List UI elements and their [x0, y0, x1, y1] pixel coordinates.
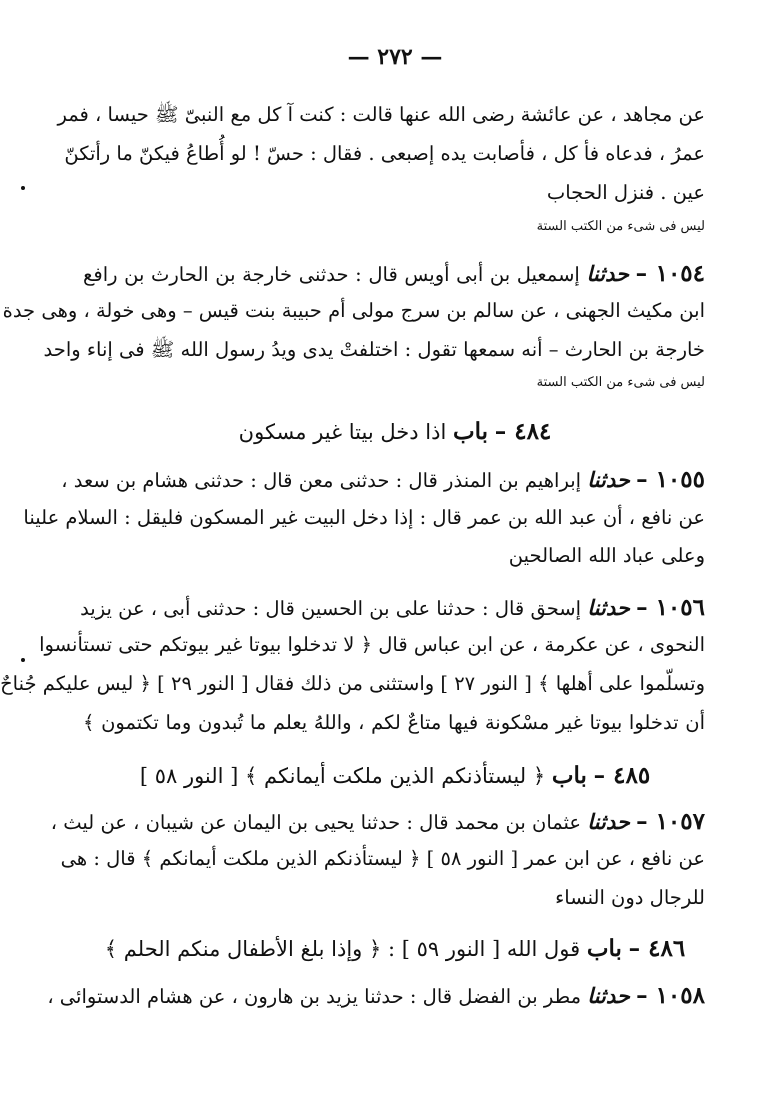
- hadith-1054-line-3: خارجة بن الحارث – أنه سمعها تقول : اختلفتْ يدى ويدُ رسول الله ﷺ فى إناء واحد: [43, 338, 705, 361]
- hadith-1056-line-4: أن تدخلوا بيوتا غير مسْكونة فيها متاعٌ لكم ، واللهُ يعلم ما تُبدون وما تكتمون ﴾: [83, 711, 705, 734]
- hadith-number: ١٠٥٨ –: [636, 982, 705, 1009]
- hadith-1056-line-2: النحوى ، عن عكرمة ، عن ابن عباس قال ﴿ لا تدخلوا بيوتا غير بيوتكم حتى تستأنسوا: [39, 633, 705, 656]
- hadith-number: ١٠٥٧ –: [636, 808, 705, 835]
- page-number: — ٢٧٢ —: [347, 44, 443, 70]
- chapter-label: باب: [586, 935, 622, 962]
- haddathana-label: حدثنا: [587, 809, 630, 834]
- hadith-text: عثمان بن محمد قال : حدثنا يحيى بن اليمان عن شيبان ، عن ليث ،: [50, 811, 582, 834]
- hadith-1057-line-3: للرجال دون النساء: [555, 886, 705, 909]
- margin-mark: [21, 658, 25, 662]
- chapter-number: ٤٨٤ –: [494, 418, 552, 445]
- chapter-title: قول الله [ النور ٥٩ ] : ﴿ وإذا بلغ الأطفال منكم الحلم ﴾: [104, 937, 581, 961]
- chapter-title: اذا دخل بيتا غير مسكون: [238, 420, 447, 444]
- chapter-label: باب: [551, 762, 587, 789]
- chapter-heading-484: [15, 418, 775, 445]
- haddathana-label: حدثنا: [586, 261, 630, 286]
- hadith-number: ١٠٥٥ –: [636, 466, 705, 493]
- hadith-1054-line-2: ابن مكيث الجهنى ، عن سالم بن سرج مولى أم حبيبة بنت قيس – وهى خولة ، وهى جدة: [2, 299, 705, 322]
- haddathana-label: حدثنا: [587, 983, 630, 1008]
- haddathana-label: حدثنا: [587, 595, 630, 620]
- margin-mark: [21, 186, 25, 190]
- chapter-title: ﴿ ليستأذنكم الذين ملكت أيمانكم ﴾ [ النور ٥٨ ]: [139, 764, 546, 788]
- hadith-1056-line-3: وتسلّموا على أهلها ﴾ [ النور ٢٧ ] واستثنى من ذلك فقال [ النور ٢٩ ] ﴿ ليس عليكم جُناحٌ: [0, 672, 705, 695]
- source-note: ليس فى شىء من الكتب الستة: [536, 375, 705, 390]
- hadith-text: إسمعيل بن أبى أويس قال : حدثنى خارجة بن الحارث بن رافع: [83, 263, 580, 286]
- haddathana-label: حدثنا: [587, 467, 630, 492]
- chapter-heading-486: [15, 935, 775, 962]
- chapter-heading-485: [15, 762, 775, 789]
- text-line: عين . فنزل الحجاب: [546, 181, 705, 204]
- hadith-text: إسحق قال : حدثنا على بن الحسين قال : حدثنى أبى ، عن يزيد: [80, 597, 582, 620]
- hadith-1058-line-1: [47, 982, 705, 1009]
- hadith-text: مطر بن الفضل قال : حدثنا يزيد بن هارون ، عن هشام الدستوائى ،: [47, 985, 582, 1008]
- source-note: ليس فى شىء من الكتب الستة: [536, 219, 705, 234]
- text-line: عن مجاهد ، عن عائشة رضى الله عنها قالت : كنت آ كل مع النبىّ ﷺ حيسا ، فمر: [57, 103, 705, 126]
- hadith-1055-line-1: [61, 466, 705, 493]
- hadith-number: ١٠٥٤ –: [635, 260, 706, 287]
- chapter-number: ٤٨٥ –: [593, 762, 651, 789]
- text-line: عمرُ ، فدعاه فأ كل ، فأصابت يده إصبعى . فقال : حسّ ! لو أُطاعُ فيكنّ ما رأتكنّ: [64, 142, 705, 165]
- hadith-1054-line-1: [83, 262, 705, 285]
- hadith-1055-line-2: عن نافع ، أن عبد الله بن عمر قال : إذا دخل البيت غير المسكون فليقل : السلام علينا: [23, 506, 705, 529]
- chapter-number: ٤٨٦ –: [628, 935, 686, 962]
- hadith-1057-line-2: عن نافع ، عن ابن عمر [ النور ٥٨ ] ﴿ ليستأذنكم الذين ملكت أيمانكم ﴾ قال : هى: [60, 847, 705, 870]
- chapter-label: باب: [453, 418, 489, 445]
- hadith-1057-line-1: [50, 808, 705, 835]
- hadith-text: إبراهيم بن المنذر قال : حدثنى معن قال : حدثنى هشام بن سعد ،: [61, 469, 582, 492]
- hadith-1055-line-3: وعلى عباد الله الصالحين: [508, 544, 705, 567]
- hadith-1056-line-1: [80, 594, 705, 621]
- hadith-number: ١٠٥٦ –: [636, 594, 705, 621]
